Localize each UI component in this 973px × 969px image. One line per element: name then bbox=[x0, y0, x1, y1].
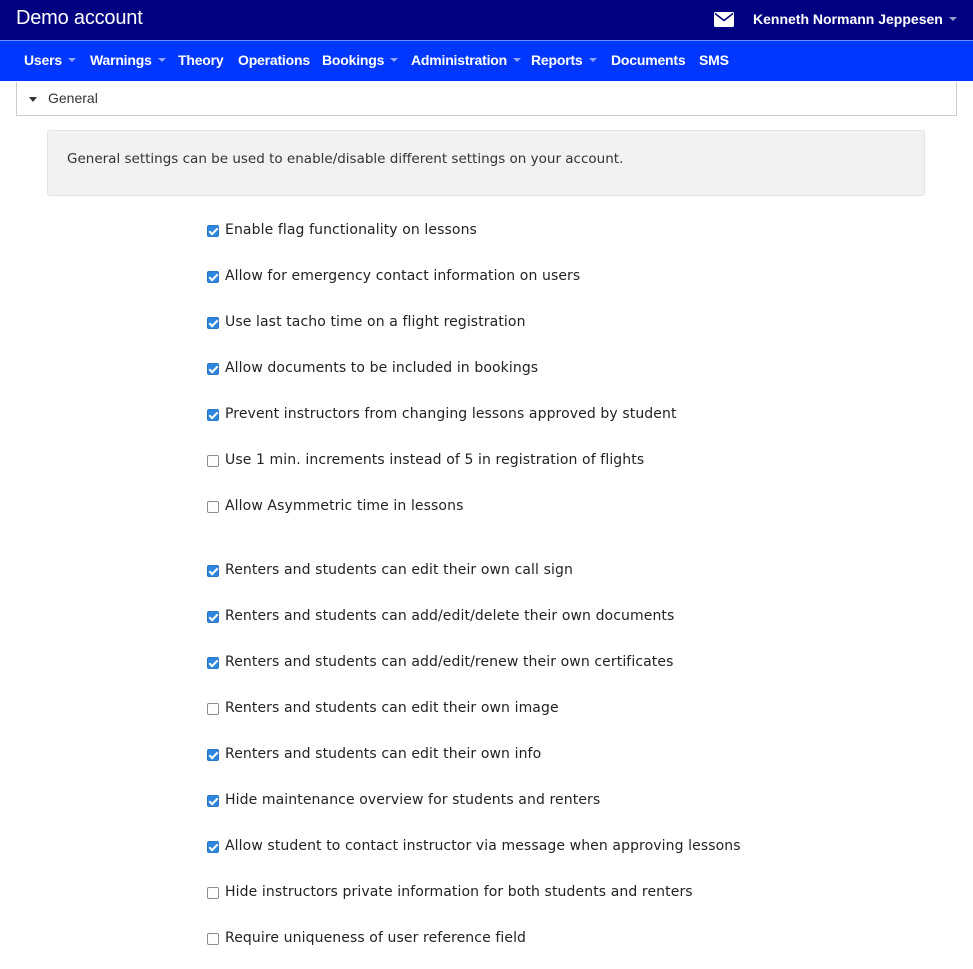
nav-reports[interactable] bbox=[531, 52, 597, 68]
nav-sms[interactable]: SMS bbox=[699, 52, 729, 68]
setting-checkbox[interactable] bbox=[207, 933, 219, 945]
nav-users[interactable] bbox=[24, 52, 76, 68]
setting-checkbox[interactable] bbox=[207, 887, 219, 899]
setting-label: Allow student to contact instructor via message when approving lessons bbox=[225, 838, 741, 854]
setting-label: Hide instructors private information for both students and renters bbox=[225, 884, 693, 900]
chevron-down-icon bbox=[589, 58, 597, 62]
nav-users-label: Users bbox=[24, 52, 62, 68]
setting-label: Require uniqueness of user reference field bbox=[225, 930, 527, 946]
setting-label: Allow Asymmetric time in lessons bbox=[225, 498, 464, 514]
setting-label: Use 1 min. increments instead of 5 in registration of flights bbox=[225, 452, 645, 468]
setting-label: Hide maintenance overview for students and renters bbox=[225, 792, 601, 808]
chevron-down-icon bbox=[390, 58, 398, 62]
setting-label: Renters and students can add/edit/delete their own documents bbox=[225, 608, 675, 624]
setting-checkbox[interactable] bbox=[207, 565, 219, 577]
setting-label: Enable flag functionality on lessons bbox=[225, 222, 477, 238]
setting-checkbox[interactable] bbox=[207, 657, 219, 669]
setting-checkbox[interactable] bbox=[207, 455, 219, 467]
account-title[interactable]: Demo account bbox=[16, 7, 143, 29]
nav-warnings-label: Warnings bbox=[90, 52, 152, 68]
chevron-down-icon bbox=[158, 58, 166, 62]
general-panel-header[interactable] bbox=[16, 82, 957, 116]
setting-label: Renters and students can edit their own info bbox=[225, 746, 542, 762]
nav-bookings-label: Bookings bbox=[322, 52, 385, 68]
setting-checkbox[interactable] bbox=[207, 363, 219, 375]
nav-administration[interactable] bbox=[411, 52, 521, 68]
info-text: General settings can be used to enable/disable different settings on your account. bbox=[67, 151, 624, 167]
nav-bookings[interactable] bbox=[322, 52, 398, 68]
caret-down-icon bbox=[29, 97, 37, 102]
nav-theory[interactable]: Theory bbox=[178, 52, 224, 68]
chevron-down-icon bbox=[513, 58, 521, 62]
setting-label: Prevent instructors from changing lessons approved by student bbox=[225, 406, 677, 422]
setting-label: Renters and students can add/edit/renew their own certificates bbox=[225, 654, 674, 670]
envelope-icon[interactable] bbox=[714, 12, 734, 27]
setting-checkbox[interactable] bbox=[207, 409, 219, 421]
nav-administration-label: Administration bbox=[411, 52, 507, 68]
user-name-label: Kenneth Normann Jeppesen bbox=[753, 11, 943, 27]
setting-checkbox[interactable] bbox=[207, 611, 219, 623]
chevron-down-icon bbox=[949, 17, 957, 21]
chevron-down-icon bbox=[68, 58, 76, 62]
setting-checkbox[interactable] bbox=[207, 749, 219, 761]
setting-label: Renters and students can edit their own image bbox=[225, 700, 559, 716]
setting-checkbox[interactable] bbox=[207, 501, 219, 513]
setting-checkbox[interactable] bbox=[207, 703, 219, 715]
panel-title: General bbox=[48, 90, 98, 106]
main-nav bbox=[0, 40, 973, 81]
setting-checkbox[interactable] bbox=[207, 841, 219, 853]
setting-checkbox[interactable] bbox=[207, 317, 219, 329]
info-box bbox=[47, 130, 925, 196]
user-menu[interactable] bbox=[753, 11, 957, 27]
top-bar bbox=[0, 0, 973, 40]
nav-reports-label: Reports bbox=[531, 52, 583, 68]
nav-documents[interactable]: Documents bbox=[611, 52, 686, 68]
setting-label: Allow for emergency contact information on users bbox=[225, 268, 581, 284]
setting-label: Use last tacho time on a flight registration bbox=[225, 314, 526, 330]
nav-operations[interactable]: Operations bbox=[238, 52, 310, 68]
nav-warnings[interactable] bbox=[90, 52, 166, 68]
setting-checkbox[interactable] bbox=[207, 795, 219, 807]
setting-checkbox[interactable] bbox=[207, 225, 219, 237]
setting-label: Allow documents to be included in bookings bbox=[225, 360, 539, 376]
setting-label: Renters and students can edit their own call sign bbox=[225, 562, 573, 578]
setting-checkbox[interactable] bbox=[207, 271, 219, 283]
